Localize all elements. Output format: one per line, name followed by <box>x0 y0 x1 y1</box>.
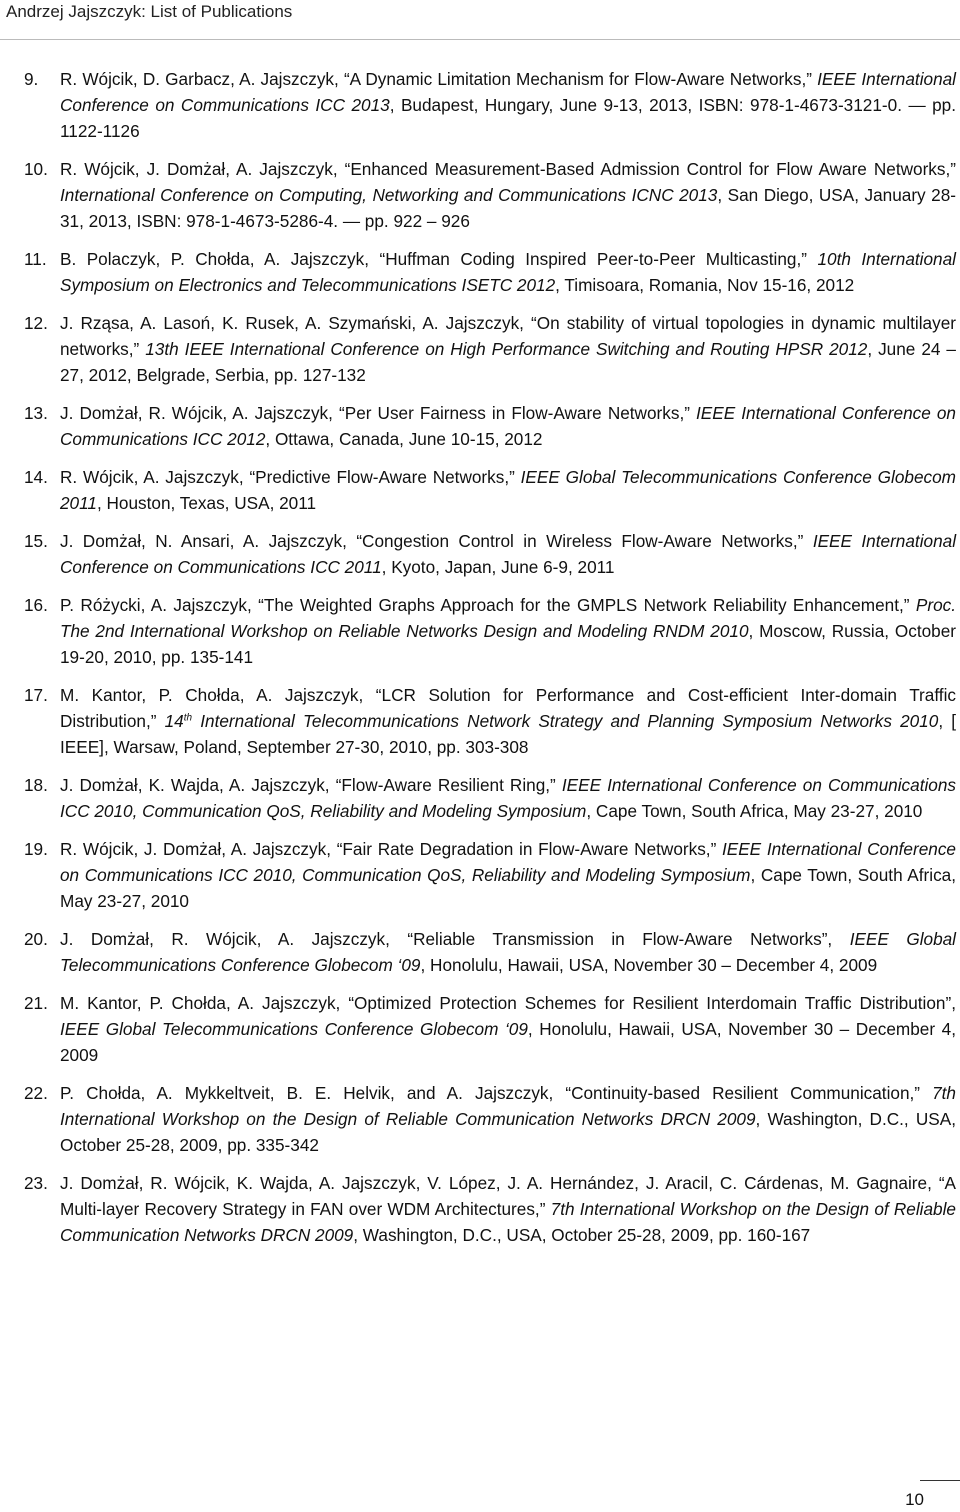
entry-venue: IEEE Global Telecommunications Conference Globecom ‘09 <box>60 929 957 975</box>
entry-number: 12. <box>24 313 48 333</box>
entry-details: , San Diego, USA, January 28-31, 2013, ISBN: 978-1-4673-5286-4. — pp. 922 – 926 <box>60 185 956 231</box>
entry-number: 23. <box>24 1173 48 1193</box>
entry-venue: 7th International Workshop on the Design of Reliable Communication Networks DRCN 2009 <box>60 1199 956 1245</box>
entry-venue <box>165 711 939 731</box>
entry-authors: R. Wójcik, J. Domżał, A. Jajszczyk, <box>60 159 345 179</box>
entry-venue: 10th International Symposium on Electronics and Telecommunications ISETC 2012 <box>60 249 956 295</box>
publication-entry <box>24 1080 956 1158</box>
entry-number: 21. <box>24 993 48 1013</box>
entry-authors: M. Kantor, P. Chołda, A. Jajszczyk, <box>60 993 349 1013</box>
entry-authors: J. Domżał, R. Wójcik, K. Wajda, A. Jajszczyk, V. López, J. A. Hernández, J. Aracil, C. Cárdenas, M. Gagnaire, <box>60 1173 939 1193</box>
entry-title: “Congestion Control in Wireless Flow-Aware Networks,” <box>356 531 813 551</box>
publication-entry <box>24 156 956 234</box>
publication-entry <box>24 464 956 516</box>
entry-authors: R. Wójcik, D. Garbacz, A. Jajszczyk, <box>60 69 344 89</box>
entry-number: 19. <box>24 839 48 859</box>
entry-venue: IEEE International Conference on Communications ICC 2010, Communication QoS, Reliability and Modeling Symposium <box>60 839 956 885</box>
entry-details: , Washington, D.C., USA, October 25-28, 2009, pp. 160-167 <box>353 1225 811 1245</box>
entry-number: 18. <box>24 775 48 795</box>
entry-title: “Per User Fairness in Flow-Aware Networks,” <box>339 403 697 423</box>
publication-entry <box>24 772 956 824</box>
entry-title: “A Dynamic Limitation Mechanism for Flow-Aware Networks,” <box>343 69 818 89</box>
entry-number: 9. <box>24 69 39 89</box>
entry-title: “A Multi-layer Recovery Strategy in FAN over WDM Architectures,” <box>60 1173 956 1219</box>
entry-title: “Huffman Coding Inspired Peer-to-Peer Multicasting,” <box>379 249 818 269</box>
entry-title: “Fair Rate Degradation in Flow-Aware Networks,” <box>336 839 722 859</box>
entry-details: , Ottawa, Canada, June 10-15, 2012 <box>265 429 543 449</box>
entry-authors: R. Wójcik, A. Jajszczyk, <box>60 467 250 487</box>
publication-entry <box>24 682 956 760</box>
entry-details: , June 24 – 27, 2012, Belgrade, Serbia, pp. 127-132 <box>60 339 956 385</box>
entry-title: “Optimized Protection Schemes for Resilient Interdomain Traffic Distribution”, <box>348 993 956 1013</box>
entry-authors: J. Domżał, R. Wójcik, A. Jajszczyk, <box>60 403 339 423</box>
entry-number: 14. <box>24 467 48 487</box>
entry-title: “LCR Solution for Performance and Cost-efficient Inter-domain Traffic Distribution,” <box>60 685 956 731</box>
entry-venue: IEEE Global Telecommunications Conference Globecom ‘09 <box>60 1019 528 1039</box>
entry-venue: 13th IEEE International Conference on High Performance Switching and Routing HPSR 2012 <box>145 339 868 359</box>
entry-title: “The Weighted Graphs Approach for the GMPLS Network Reliability Enhancement,” <box>258 595 916 615</box>
entry-number: 10. <box>24 159 48 179</box>
entry-details: , Washington, D.C., USA, October 25-28, 2009, pp. 335-342 <box>60 1109 956 1155</box>
entry-details: , Timisoara, Romania, Nov 15-16, 2012 <box>555 275 855 295</box>
entry-authors: R. Wójcik, J. Domżał, A. Jajszczyk, <box>60 839 337 859</box>
entry-details: , Cape Town, South Africa, May 23-27, 2010 <box>586 801 923 821</box>
entry-details: , Honolulu, Hawaii, USA, November 30 – December 4, 2009 <box>60 1019 956 1065</box>
entry-number: 11. <box>24 249 47 269</box>
entry-number: 20. <box>24 929 48 949</box>
entry-details: , Moscow, Russia, October 19-20, 2010, pp. 135-141 <box>60 621 956 667</box>
entry-title: “Continuity-based Resilient Communication,” <box>565 1083 933 1103</box>
entry-authors: P. Chołda, A. Mykkeltveit, B. E. Helvik, and A. Jajszczyk, <box>60 1083 566 1103</box>
entry-venue: International Conference on Computing, Networking and Communications ICNC 2013 <box>60 185 718 205</box>
entry-number: 15. <box>24 531 48 551</box>
entry-venue-name: International Telecommunications Network Strategy and Planning Symposium Networks 2010 <box>192 711 939 731</box>
publication-entry <box>24 1170 956 1248</box>
entry-authors: M. Kantor, P. Chołda, A. Jajszczyk, <box>60 685 376 705</box>
publication-entry <box>24 926 956 978</box>
footer-divider <box>920 1480 960 1481</box>
entry-details: , Honolulu, Hawaii, USA, November 30 – December 4, 2009 <box>420 955 878 975</box>
entry-details: , Kyoto, Japan, June 6-9, 2011 <box>381 557 615 577</box>
entry-authors: B. Polaczyk, P. Chołda, A. Jajszczyk, <box>60 249 380 269</box>
entry-venue: IEEE International Conference on Communications ICC 2012 <box>60 403 956 449</box>
entry-number: 16. <box>24 595 48 615</box>
document-header <box>0 0 960 40</box>
entry-venue: Proc. The 2nd International Workshop on Reliable Networks Design and Modeling RNDM 2010 <box>60 595 956 641</box>
entry-venue-ordinal-suffix: th <box>183 712 193 724</box>
publication-entry <box>24 592 956 670</box>
publication-entry <box>24 836 956 914</box>
entry-title: “Predictive Flow-Aware Networks,” <box>249 467 521 487</box>
entry-details: , [ IEEE], Warsaw, Poland, September 27-30, 2010, pp. 303-308 <box>60 711 957 757</box>
entry-title: “Enhanced Measurement-Based Admission Control for Flow Aware Networks,” <box>344 159 956 179</box>
entry-venue-ordinal: 14 <box>164 711 184 731</box>
entry-title: “On stability of virtual topologies in dynamic multilayer networks,” <box>60 313 956 359</box>
entry-authors: J. Domżał, K. Wajda, A. Jajszczyk, <box>60 775 336 795</box>
publication-entry <box>24 528 956 580</box>
entry-number: 22. <box>24 1083 48 1103</box>
entry-number: 13. <box>24 403 48 423</box>
entry-venue: IEEE International Conference on Communications ICC 2013 <box>60 69 957 115</box>
entry-details: , Cape Town, South Africa, May 23-27, 2010 <box>60 865 956 911</box>
publication-entry <box>24 310 956 388</box>
entry-venue: IEEE Global Telecommunications Conference Globecom 2011 <box>60 467 956 513</box>
entry-authors: J. Domżał, R. Wójcik, A. Jajszczyk, <box>60 929 408 949</box>
entry-venue: 7th International Workshop on the Design of Reliable Communication Networks DRCN 2009 <box>60 1083 956 1129</box>
entry-title: “Reliable Transmission in Flow-Aware Networks”, <box>407 929 850 949</box>
publication-list <box>24 66 956 1260</box>
entry-title: “Flow-Aware Resilient Ring,” <box>335 775 562 795</box>
entry-authors: J. Domżał, N. Ansari, A. Jajszczyk, <box>60 531 357 551</box>
entry-number: 17. <box>24 685 48 705</box>
entry-authors: P. Różycki, A. Jajszczyk, <box>60 595 259 615</box>
entry-venue: IEEE International Conference on Communications ICC 2010, Communication QoS, Reliability and Modeling Symposium <box>60 775 957 821</box>
publication-entry <box>24 66 956 144</box>
entry-authors: J. Rząsa, A. Lasoń, K. Rusek, A. Szymański, A. Jajszczyk, <box>60 313 532 333</box>
entry-details: , Houston, Texas, USA, 2011 <box>96 493 317 513</box>
entry-venue: IEEE International Conference on Communications ICC 2011 <box>60 531 957 577</box>
page-number: 10 <box>905 1490 924 1509</box>
document-title: Andrzej Jajszczyk: List of Publications <box>6 2 293 21</box>
publication-entry <box>24 246 956 298</box>
publication-entry <box>24 990 956 1068</box>
publication-entry <box>24 400 956 452</box>
entry-details: , Budapest, Hungary, June 9-13, 2013, ISBN: 978-1-4673-3121-0. — pp. 1122-1126 <box>60 95 956 141</box>
